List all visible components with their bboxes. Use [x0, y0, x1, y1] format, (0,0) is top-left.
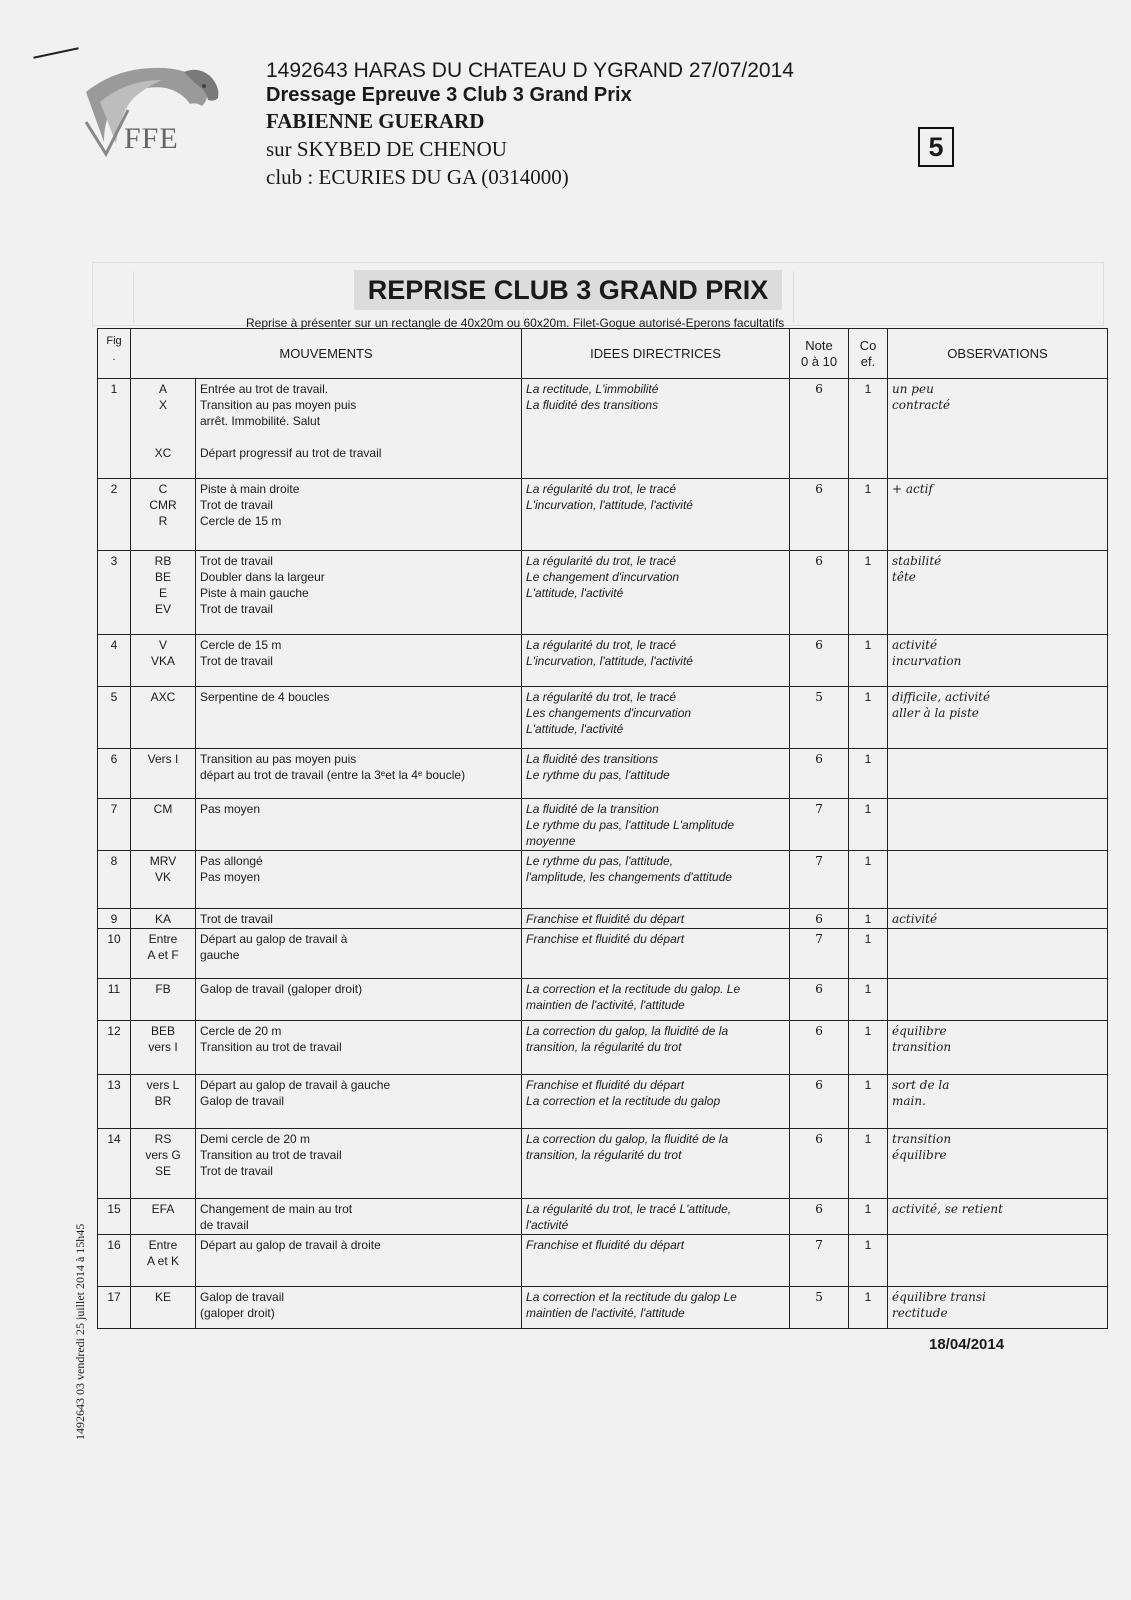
coefficient: 1: [849, 749, 888, 799]
score-table: [97, 328, 1108, 1329]
coefficient: 1: [849, 909, 888, 929]
score-note: 6: [790, 379, 849, 479]
coefficient: 1: [849, 635, 888, 687]
event-line: 1492643 HARAS DU CHATEAU D YGRAND 27/07/2014: [266, 59, 794, 82]
column-header-coef: Co ef.: [849, 329, 888, 379]
arena-letters: Entre A et K: [131, 1235, 196, 1287]
figure-number: 12: [98, 1021, 131, 1075]
table-row: [98, 635, 1108, 687]
table-row: [98, 551, 1108, 635]
coefficient: 1: [849, 551, 888, 635]
movement-text: Trot de travail Doubler dans la largeur Piste à main gauche Trot de travail: [196, 551, 522, 635]
movement-text: Départ au galop de travail à droite: [196, 1235, 522, 1287]
table-row: [98, 1199, 1108, 1235]
figure-number: 6: [98, 749, 131, 799]
movement-text: Galop de travail (galoper droit): [196, 979, 522, 1021]
judge-observation: [888, 979, 1108, 1021]
movement-text: Pas moyen: [196, 799, 522, 851]
column-header-note: Note 0 à 10: [790, 329, 849, 379]
judge-observation: sort de la main.: [888, 1075, 1108, 1129]
arena-letters: RB BE E EV: [131, 551, 196, 635]
movement-text: Départ au galop de travail à gauche: [196, 929, 522, 979]
figure-number: 9: [98, 909, 131, 929]
judge-observation: équilibre transi rectitude: [888, 1287, 1108, 1329]
test-instructions: Reprise à présenter sur un rectangle de 40x20m ou 60x20m. Filet-Gogue autorisé-Eperons facultatifs: [246, 316, 785, 330]
judge-observation: [888, 851, 1108, 909]
table-row: [98, 749, 1108, 799]
ffe-logo-text: FFE: [124, 122, 179, 155]
figure-number: 4: [98, 635, 131, 687]
coefficient: 1: [849, 979, 888, 1021]
club-name: club : ECURIES DU GA (0314000): [266, 165, 569, 189]
movement-text: Galop de travail (galoper droit): [196, 1287, 522, 1329]
score-note: 6: [790, 749, 849, 799]
coefficient: 1: [849, 799, 888, 851]
directive-ideas: La correction du galop, la fluidité de la transition, la régularité du trot: [522, 1129, 790, 1199]
figure-number: 14: [98, 1129, 131, 1199]
arena-letters: KE: [131, 1287, 196, 1329]
event-header: [266, 58, 794, 191]
table-row: [98, 687, 1108, 749]
table-row: [98, 851, 1108, 909]
column-header-observations: OBSERVATIONS: [888, 329, 1108, 379]
judge-observation: stabilité tête: [888, 551, 1108, 635]
table-row: [98, 1235, 1108, 1287]
coefficient: 1: [849, 929, 888, 979]
judge-observation: un peu contracté: [888, 379, 1108, 479]
table-row: [98, 1075, 1108, 1129]
movement-text: Demi cercle de 20 m Transition au trot de travail Trot de travail: [196, 1129, 522, 1199]
table-row: [98, 979, 1108, 1021]
arena-letters: C CMR R: [131, 479, 196, 551]
figure-number: 7: [98, 799, 131, 851]
judge-observation: [888, 799, 1108, 851]
directive-ideas: La régularité du trot, le tracé L'incurvation, l'attitude, l'activité: [522, 635, 790, 687]
directive-ideas: La rectitude, L'immobilité La fluidité des transitions: [522, 379, 790, 479]
table-row: [98, 479, 1108, 551]
directive-ideas: La régularité du trot, le tracé L'attitude, l'activité: [522, 1199, 790, 1235]
score-note: 7: [790, 1235, 849, 1287]
coefficient: 1: [849, 1075, 888, 1129]
table-row: [98, 1021, 1108, 1075]
movement-text: Serpentine de 4 boucles: [196, 687, 522, 749]
score-note: 7: [790, 799, 849, 851]
movement-text: Cercle de 20 m Transition au trot de travail: [196, 1021, 522, 1075]
arena-letters: Vers I: [131, 749, 196, 799]
directive-ideas: Franchise et fluidité du départ: [522, 929, 790, 979]
table-row: [98, 799, 1108, 851]
figure-number: 8: [98, 851, 131, 909]
score-note: 6: [790, 1199, 849, 1235]
arena-letters: Entre A et F: [131, 929, 196, 979]
sheet-date: 18/04/2014: [929, 1336, 1005, 1353]
movement-text: Transition au pas moyen puis départ au trot de travail (entre la 3ᵉet la 4ᵉ boucle): [196, 749, 522, 799]
coefficient: 1: [849, 1129, 888, 1199]
test-name: Dressage Epreuve 3 Club 3 Grand Prix: [266, 84, 632, 106]
table-row: [98, 1129, 1108, 1199]
directive-ideas: Franchise et fluidité du départ: [522, 909, 790, 929]
movement-text: Piste à main droite Trot de travail Cercle de 15 m: [196, 479, 522, 551]
directive-ideas: La correction et la rectitude du galop. Le maintien de l'activité, l'attitude: [522, 979, 790, 1021]
judge-observation: + actif: [888, 479, 1108, 551]
horse-name: sur SKYBED DE CHENOU: [266, 137, 507, 161]
score-note: 7: [790, 929, 849, 979]
arena-letters: EFA: [131, 1199, 196, 1235]
table-header-row: [98, 329, 1108, 379]
figure-number: 3: [98, 551, 131, 635]
score-note: 5: [790, 1287, 849, 1329]
score-note: 7: [790, 851, 849, 909]
directive-ideas: La fluidité de la transition Le rythme du pas, l'attitude L'amplitude moyenne: [522, 799, 790, 851]
page-title: REPRISE CLUB 3 GRAND PRIX: [354, 270, 782, 310]
coefficient: 1: [849, 687, 888, 749]
score-note: 6: [790, 1021, 849, 1075]
figure-number: 16: [98, 1235, 131, 1287]
pen-mark: [33, 47, 78, 59]
score-note: 6: [790, 635, 849, 687]
directive-ideas: La correction du galop, la fluidité de la transition, la régularité du trot: [522, 1021, 790, 1075]
coefficient: 1: [849, 479, 888, 551]
score-note: 6: [790, 479, 849, 551]
figure-number: 10: [98, 929, 131, 979]
figure-number: 13: [98, 1075, 131, 1129]
judge-observation: [888, 929, 1108, 979]
figure-number: 11: [98, 979, 131, 1021]
coefficient: 1: [849, 1199, 888, 1235]
arena-letters: vers L BR: [131, 1075, 196, 1129]
print-stamp: 1492643 03 vendredi 25 juillet 2014 à 15h45: [73, 1223, 87, 1440]
judge-observation: [888, 749, 1108, 799]
movement-text: Départ au galop de travail à gauche Galop de travail: [196, 1075, 522, 1129]
directive-ideas: La régularité du trot, le tracé L'incurvation, l'attitude, l'activité: [522, 479, 790, 551]
coefficient: 1: [849, 1287, 888, 1329]
figure-number: 2: [98, 479, 131, 551]
coefficient: 1: [849, 379, 888, 479]
column-header-idees: IDEES DIRECTRICES: [522, 329, 790, 379]
figure-number: 15: [98, 1199, 131, 1235]
column-header-fig: Fig .: [98, 329, 131, 379]
directive-ideas: Franchise et fluidité du départ La correction et la rectitude du galop: [522, 1075, 790, 1129]
arena-letters: FB: [131, 979, 196, 1021]
directive-ideas: La correction et la rectitude du galop Le maintien de l'activité, l'attitude: [522, 1287, 790, 1329]
movement-text: Changement de main au trot de travail: [196, 1199, 522, 1235]
movement-text: Cercle de 15 m Trot de travail: [196, 635, 522, 687]
directive-ideas: Le rythme du pas, l'attitude, l'amplitude, les changements d'attitude: [522, 851, 790, 909]
figure-number: 5: [98, 687, 131, 749]
movement-text: Entrée au trot de travail. Transition au pas moyen puis arrêt. Immobilité. Salut Départ progressif au trot de travail: [196, 379, 522, 479]
figure-number: 17: [98, 1287, 131, 1329]
score-note: 6: [790, 551, 849, 635]
movement-text: Trot de travail: [196, 909, 522, 929]
table-row: [98, 929, 1108, 979]
arena-letters: KA: [131, 909, 196, 929]
judge-observation: [888, 1235, 1108, 1287]
coefficient: 1: [849, 1021, 888, 1075]
table-row: [98, 909, 1108, 929]
rider-number-badge: 5: [918, 127, 954, 167]
rider-name: FABIENNE GUERARD: [266, 109, 485, 133]
arena-letters: AXC: [131, 687, 196, 749]
arena-letters: BEB vers I: [131, 1021, 196, 1075]
score-note: 6: [790, 979, 849, 1021]
directive-ideas: La fluidité des transitions Le rythme du pas, l'attitude: [522, 749, 790, 799]
arena-letters: MRV VK: [131, 851, 196, 909]
score-note: 6: [790, 1129, 849, 1199]
table-row: [98, 379, 1108, 479]
score-note: 5: [790, 687, 849, 749]
arena-letters: RS vers G SE: [131, 1129, 196, 1199]
arena-letters: CM: [131, 799, 196, 851]
coefficient: 1: [849, 851, 888, 909]
movement-text: Pas allongé Pas moyen: [196, 851, 522, 909]
arena-letters: A X XC: [131, 379, 196, 479]
judge-observation: activité incurvation: [888, 635, 1108, 687]
column-header-mouvements: MOUVEMENTS: [131, 329, 522, 379]
judge-observation: équilibre transition: [888, 1021, 1108, 1075]
score-note: 6: [790, 909, 849, 929]
judge-observation: transition équilibre: [888, 1129, 1108, 1199]
arena-letters: V VKA: [131, 635, 196, 687]
directive-ideas: La régularité du trot, le tracé Le changement d'incurvation L'attitude, l'activité: [522, 551, 790, 635]
directive-ideas: Franchise et fluidité du départ: [522, 1235, 790, 1287]
table-row: [98, 1287, 1108, 1329]
score-note: 6: [790, 1075, 849, 1129]
judge-observation: activité: [888, 909, 1108, 929]
figure-number: 1: [98, 379, 131, 479]
directive-ideas: La régularité du trot, le tracé Les changements d'incurvation L'attitude, l'activité: [522, 687, 790, 749]
coefficient: 1: [849, 1235, 888, 1287]
judge-observation: activité, se retient: [888, 1199, 1108, 1235]
judge-observation: difficile, activité aller à la piste: [888, 687, 1108, 749]
